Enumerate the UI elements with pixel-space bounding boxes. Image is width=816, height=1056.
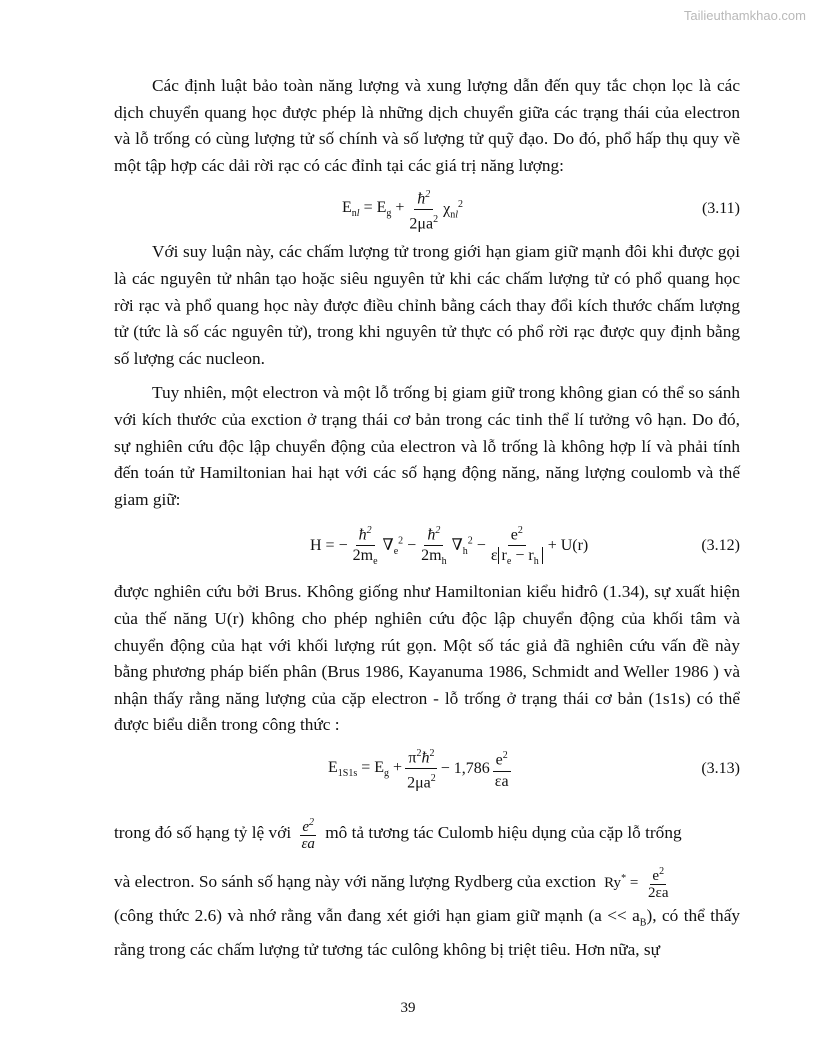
equation-3-13: $E_{1S1s} = E_g$ + $\frac{\pi^2ħ^2}{2\mu a^2}$ − 1,786 $\frac{e^2}{\varepsilon a}$ (3.13) [114,739,740,799]
paragraph-2: Với suy luận này, các chấm lượng tử trong giới hạn giam giữ mạnh đôi khi được gọi là các nguyên tử nhân tạo hoặc siêu nguyên tử khi các chấm lượng tử có phổ quang học rời rạc và phổ quang học này được điều chỉnh bằng cách thay đổi kích thước chấm lượng tử (tức là số các nguyên tử), trong khi nguyên tử thực có phổ rời rạc được quy định bằng số lượng các nucleon. [114,242,740,368]
equation-label: (3.11) [701,200,740,218]
paragraph-6: và electron. So sánh số hạng này với năng lượng Rydberg của exction Ry* = $\frac{e^2}{2\varepsilon a}$ [114,866,669,902]
equation-label: (3.12) [701,537,740,555]
watermark: Tailieuthamkhao.com [683,8,806,23]
equation-label: (3.13) [701,759,740,777]
equation-3-12: H = − $\frac{ħ^2}{2m_e}$ $\nabla_e^2$ − $\frac{ħ^2}{2m_h}$ $\nabla_h^2$ − $\frac{e^2}{\varepsilon r_e - r_h}$ + U(r) (3.12) [114,513,740,579]
paragraph-1: Các định luật bảo toàn năng lượng và xung lượng dẫn đến quy tắc chọn lọc là các dịch chuyển quang học được phép là những dịch chuyển giữa các trạng thái của electron và lỗ trống có cùng lượng tử số chính và số lượng tử quỹ đạo. Do đó, phổ hấp thụ quy về một tập hợp các dải rời rạc có các đỉnh tại các giá trị năng lượng: [114,76,740,175]
paragraph-3: Tuy nhiên, một electron và một lỗ trống bị giam giữ trong không gian có thể so sánh với kích thước của exction ở trạng thái cơ bản trong các tinh thể lí tưởng vô hạn. Do đó, sự nghiên cứu độc lập chuyển động của electron và lỗ trống là không hợp lí và phải tính đến toán tử Hamiltonian hai hạt với các số hạng động năng, năng lượng coulomb và thế giam giữ: [114,383,740,509]
paragraph-7: (công thức 2.6) và nhớ rằng vẫn đang xét giới hạn giam giữ mạnh $(a << a_B)$, có thể thấy rằng trong các chấm lượng tử tương tác culông không bị triệt tiêu. Hơn nữa, sự [114,905,741,959]
equation-3-11: $E_{nl} = E_g$ + $\frac{ħ^2}{2\mu a^2}$ $\chi_{nl}^2$ (3.11) [114,179,740,239]
paragraph-4: được nghiên cứu bởi Brus. Không giống như Hamiltonian kiểu hiđrô (1.34), sự xuất hiện của thế năng U(r) không cho phép nghiên cứu độc lập chuyển động của khối tâm và chuyển động của hạt với khối lượng rút gọn. Một số tác giả đã nghiên cứu vấn đề này bằng phương pháp biến phân (Brus 1986, Kayanuma 1986, Schmidt and Weller 1986 ) và nhận thấy rằng năng lượng của cặp electron - lỗ trống ở trạng thái cơ bản (1s1s) có thể được biểu diễn trong công thức : [114,582,740,735]
document-body [114,73,740,964]
paragraph-5: trong đó số hạng tỷ lệ với $\frac{e^2}{\varepsilon a}$ mô tả tương tác Culomb hiệu dụng của cặp lỗ trống [114,817,682,853]
page-number: 39 [400,1000,416,1016]
